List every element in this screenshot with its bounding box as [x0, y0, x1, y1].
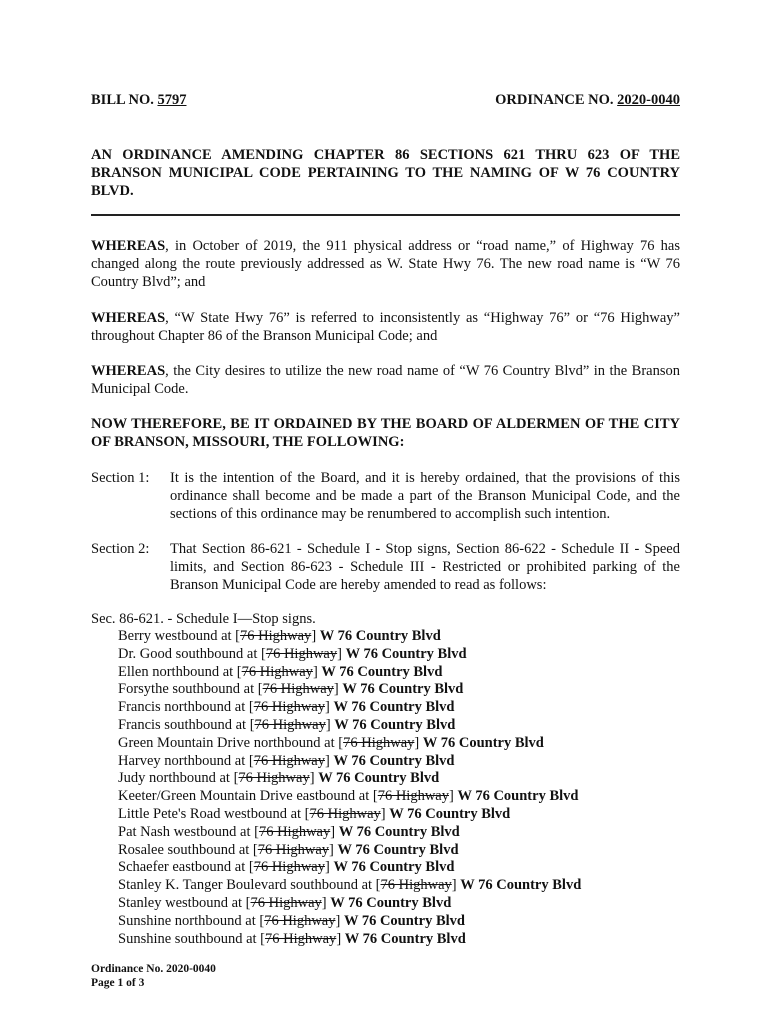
section-text: It is the intention of the Board, and it is hereby ordained, that the provisions of this ordinance shall become and be made a part of the Branson Municipal Code, and the sections of this ordinance may be renumbered to accomplish such intention.	[170, 470, 680, 522]
new-road-name: W 76 Country Blvd	[333, 752, 455, 769]
street-name: Forsythe southbound at [	[118, 681, 263, 698]
deleted-road-name: 76 Highway	[238, 770, 310, 787]
footer-ordinance: Ordinance No. 2020-0040	[91, 963, 216, 975]
header-row	[91, 92, 680, 112]
schedule-row: Green Mountain Drive northbound at [76 Highway] W 76 Country Blvd	[118, 734, 544, 751]
street-name: Sunshine southbound at [	[118, 930, 266, 947]
new-road-name: W 76 Country Blvd	[342, 681, 464, 698]
deleted-road-name: 76 Highway	[264, 912, 336, 929]
bill-number: 5797	[157, 92, 187, 108]
street-name: Francis southbound at [	[118, 716, 255, 733]
new-road-name: W 76 Country Blvd	[345, 645, 467, 662]
deleted-road-name: 76 Highway	[265, 930, 337, 947]
new-road-name: W 76 Country Blvd	[389, 805, 511, 822]
new-road-name: W 76 Country Blvd	[343, 912, 465, 929]
new-road-name: W 76 Country Blvd	[330, 894, 452, 911]
schedule-row: Francis northbound at [76 Highway] W 76 Country Blvd	[118, 699, 455, 716]
deleted-road-name: 76 Highway	[380, 877, 452, 894]
new-road-name: W 76 Country Blvd	[338, 823, 460, 840]
now-therefore-clause: NOW THEREFORE, BE IT ORDAINED BY THE BOARD OF ALDERMEN OF THE CITY OF BRANSON, MISSOURI, THE FOLLOWING:	[91, 416, 680, 450]
new-road-name: W 76 Country Blvd	[460, 877, 582, 894]
street-name: Berry westbound at [	[118, 628, 241, 644]
bill-number-label: BILL NO. 5797	[91, 92, 187, 108]
deleted-road-name: 76 Highway	[254, 716, 326, 733]
new-road-name: W 76 Country Blvd	[457, 788, 579, 805]
schedule-row: Little Pete's Road westbound at [76 Highway] W 76 Country Blvd	[118, 805, 511, 822]
street-name: Sunshine northbound at [	[118, 912, 265, 929]
deleted-road-name: 76 Highway	[265, 645, 338, 662]
deleted-road-name: 76 Highway	[258, 823, 331, 840]
deleted-road-name: 76 Highway	[250, 894, 322, 911]
schedule-row: Francis southbound at [76 Highway] W 76 Country Blvd	[118, 716, 456, 733]
section-1	[91, 469, 680, 523]
footer-page-number: Page 1 of 3	[91, 977, 145, 989]
street-name: Ellen northbound at [	[118, 663, 242, 680]
deleted-road-name: 76 Highway	[253, 699, 326, 716]
schedule-row: Sunshine southbound at [76 Highway] W 76 Country Blvd	[118, 930, 466, 947]
street-name: Stanley K. Tanger Boulevard southbound at [	[118, 877, 381, 894]
schedule-row: Berry westbound at [76 Highway] W 76 Country Blvd	[118, 628, 441, 644]
schedule-row: Forsythe southbound at [76 Highway] W 76 Country Blvd	[118, 681, 464, 698]
deleted-road-name: 76 Highway	[257, 841, 330, 858]
schedule-row: Rosalee southbound at [76 Highway] W 76 Country Blvd	[118, 841, 459, 858]
section-label: Section 2:	[91, 541, 150, 557]
new-road-name: W 76 Country Blvd	[344, 930, 466, 947]
street-name: Green Mountain Drive northbound at [	[118, 734, 344, 751]
schedule-row: Harvey northbound at [76 Highway] W 76 Country Blvd	[118, 752, 455, 769]
street-name: Rosalee southbound at [	[118, 841, 258, 858]
deleted-road-name: 76 Highway	[240, 628, 312, 644]
schedule-row: Sunshine northbound at [76 Highway] W 76 Country Blvd	[118, 912, 465, 929]
new-road-name: W 76 Country Blvd	[318, 770, 440, 787]
new-road-name: W 76 Country Blvd	[334, 716, 456, 733]
street-name: Schaefer eastbound at [	[118, 859, 254, 876]
street-name: Pat Nash westbound at [	[118, 823, 259, 840]
street-name: Dr. Good southbound at [	[118, 645, 266, 662]
new-road-name: W 76 Country Blvd	[333, 859, 455, 876]
new-road-name: W 76 Country Blvd	[422, 734, 544, 751]
whereas-paragraph: WHEREAS, the City desires to utilize the new road name of “W 76 Country Blvd” in the Branson Municipal Code.	[91, 363, 680, 397]
schedule-heading: Sec. 86-621. - Schedule I—Stop signs.	[91, 611, 316, 627]
whereas-paragraph: WHEREAS, “W State Hwy 76” is referred to inconsistently as “Highway 76” or “76 Highway” throughout Chapter 86 of the Branson Municipal Code; and	[91, 310, 680, 344]
schedule-row: Stanley K. Tanger Boulevard southbound at [76 Highway] W 76 Country Blvd	[118, 877, 582, 894]
schedule-row: Schaefer eastbound at [76 Highway] W 76 Country Blvd	[118, 859, 455, 876]
street-name: Harvey northbound at [	[118, 752, 254, 769]
schedule-list	[118, 628, 581, 948]
ordinance-number-label: ORDINANCE NO. 2020-0040	[495, 92, 680, 108]
deleted-road-name: 76 Highway	[241, 663, 313, 680]
new-road-name: W 76 Country Blvd	[319, 628, 441, 644]
street-name: Little Pete's Road westbound at [	[118, 805, 310, 822]
section-text: That Section 86-621 - Schedule I - Stop signs, Section 86-622 - Schedule II - Speed limits, and Section 86-623 - Schedule III - Restricted or prohibited parking of the Branson Municipal Code are hereby amended to read as follows:	[170, 541, 680, 593]
new-road-name: W 76 Country Blvd	[333, 699, 455, 716]
section-label: Section 1:	[91, 470, 150, 486]
deleted-road-name: 76 Highway	[253, 859, 325, 876]
schedule-row: Pat Nash westbound at [76 Highway] W 76 Country Blvd	[118, 823, 460, 840]
street-name: Keeter/Green Mountain Drive eastbound at [	[118, 788, 378, 805]
page-footer	[91, 962, 216, 990]
schedule-row: Keeter/Green Mountain Drive eastbound at [76 Highway] W 76 Country Blvd	[118, 788, 579, 805]
deleted-road-name: 76 Highway	[343, 734, 415, 751]
schedule-row: Stanley westbound at [76 Highway] W 76 Country Blvd	[118, 894, 452, 911]
deleted-road-name: 76 Highway	[253, 752, 325, 769]
deleted-road-name: 76 Highway	[377, 788, 449, 805]
new-road-name: W 76 Country Blvd	[337, 841, 459, 858]
new-road-name: W 76 Country Blvd	[321, 663, 443, 680]
section-2	[91, 540, 680, 594]
street-name: Stanley westbound at [	[118, 894, 251, 911]
schedule-row: Judy northbound at [76 Highway] W 76 Country Blvd	[118, 770, 440, 787]
deleted-road-name: 76 Highway	[262, 681, 334, 698]
ordinance-number: 2020-0040	[617, 92, 680, 108]
street-name: Judy northbound at [	[118, 770, 239, 787]
street-name: Francis northbound at [	[118, 699, 254, 716]
ordinance-title: AN ORDINANCE AMENDING CHAPTER 86 SECTIONS 621 THRU 623 OF THE BRANSON MUNICIPAL CODE PERTAINING TO THE NAMING OF W 76 COUNTRY BLVD.	[91, 147, 680, 199]
schedule-row: Ellen northbound at [76 Highway] W 76 Country Blvd	[118, 663, 443, 680]
deleted-road-name: 76 Highway	[309, 805, 381, 822]
whereas-paragraph: WHEREAS, in October of 2019, the 911 physical address or “road name,” of Highway 76 has changed along the route previously addressed as W. State Hwy 76. The new road name is “W 76 Country Blvd”; and	[91, 238, 680, 290]
title-divider	[91, 214, 680, 216]
schedule-row: Dr. Good southbound at [76 Highway] W 76 Country Blvd	[118, 645, 467, 662]
